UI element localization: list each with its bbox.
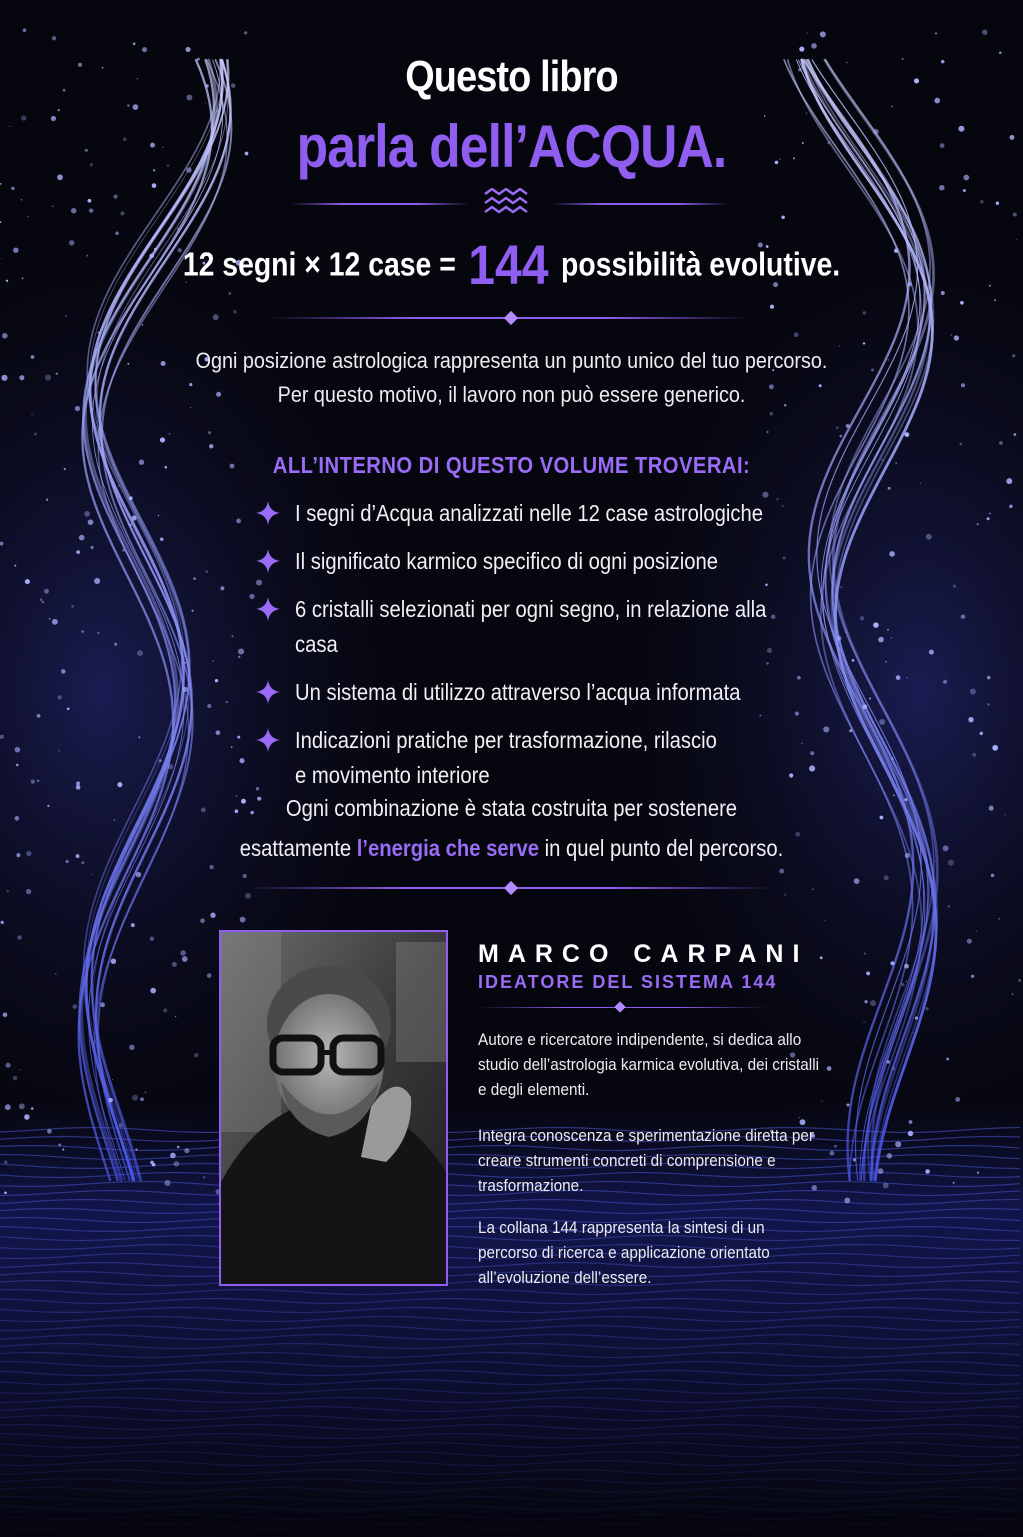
author-portrait-image bbox=[221, 932, 446, 1284]
author-photo bbox=[219, 930, 448, 1286]
closing-line-2 bbox=[61, 828, 961, 868]
list-item bbox=[255, 723, 855, 793]
list-item-text: I segni d’Acqua analizzati nelle 12 case astrologiche bbox=[295, 500, 764, 526]
formula bbox=[72, 232, 952, 297]
intro-line-2: Per questo motivo, il lavoro non può essere generico. bbox=[277, 382, 746, 407]
closing-line-1: Ogni combinazione è stata costruita per sostenere bbox=[285, 795, 738, 821]
list-item bbox=[255, 496, 855, 531]
formula-after: possibilità evolutive. bbox=[561, 245, 841, 283]
sparkle-star-icon bbox=[255, 548, 281, 574]
closing-highlight: l’energia che serve bbox=[356, 835, 540, 861]
contents-list bbox=[255, 496, 855, 806]
closing-line-2-start: esattamente bbox=[239, 835, 357, 861]
sparkle-star-icon bbox=[255, 727, 281, 753]
intro-line-1: Ogni posizione astrologica rappresenta un punto unico del tuo percorso. bbox=[195, 348, 828, 373]
sparkle-star-icon bbox=[255, 679, 281, 705]
list-item-text: Indicazioni pratiche per trasformazione, rilascio e movimento interiore bbox=[295, 727, 717, 788]
list-item-text: Il significato karmico specifico di ogni posizione bbox=[295, 548, 719, 574]
list-item bbox=[255, 592, 855, 662]
closing-line-2-end: in quel punto del percorso. bbox=[539, 835, 784, 861]
list-item-text: 6 cristalli selezionati per ogni segno, in relazione alla casa bbox=[295, 596, 767, 657]
divider-left bbox=[290, 203, 470, 205]
sparkle-star-icon bbox=[255, 500, 281, 526]
formula-number: 144 bbox=[468, 233, 549, 296]
contents-heading: ALL’INTERNO DI QUESTO VOLUME TROVERAI: bbox=[272, 452, 751, 478]
headline-line-2: parla dell’ACQUA. bbox=[296, 113, 727, 180]
list-item-text: Un sistema di utilizzo attraverso l’acqua informata bbox=[295, 679, 741, 705]
diamond-ornament-2 bbox=[504, 881, 518, 895]
author-bio-1: Autore e ricercatore indipendente, si dedica allo studio dell’astrologia karmica evolutiva, dei cristalli e degli elementi. bbox=[478, 1030, 820, 1099]
sparkle-star-icon bbox=[255, 596, 281, 622]
aquarius-wave-icon bbox=[483, 188, 529, 216]
diamond-ornament bbox=[504, 311, 518, 325]
list-item bbox=[255, 544, 855, 579]
author-bio-2: Integra conoscenza e sperimentazione diretta per creare strumenti concreti di comprensione e trasformazione. bbox=[478, 1126, 814, 1195]
author-bio-3: La collana 144 rappresenta la sintesi di un percorso di ricerca e applicazione orientato all’evoluzione dell’essere. bbox=[478, 1218, 770, 1287]
intro-text bbox=[51, 344, 972, 412]
diamond-ornament-3 bbox=[614, 1001, 625, 1012]
author-name: MARCO CARPANI bbox=[478, 940, 809, 968]
headline-line-1: Questo libro bbox=[405, 52, 618, 101]
author-role: IDEATORE DEL SISTEMA 144 bbox=[478, 972, 778, 992]
list-item bbox=[255, 675, 855, 710]
closing-text bbox=[61, 788, 961, 868]
formula-before: 12 segni × 12 case = bbox=[182, 245, 456, 283]
divider-right bbox=[550, 203, 730, 205]
